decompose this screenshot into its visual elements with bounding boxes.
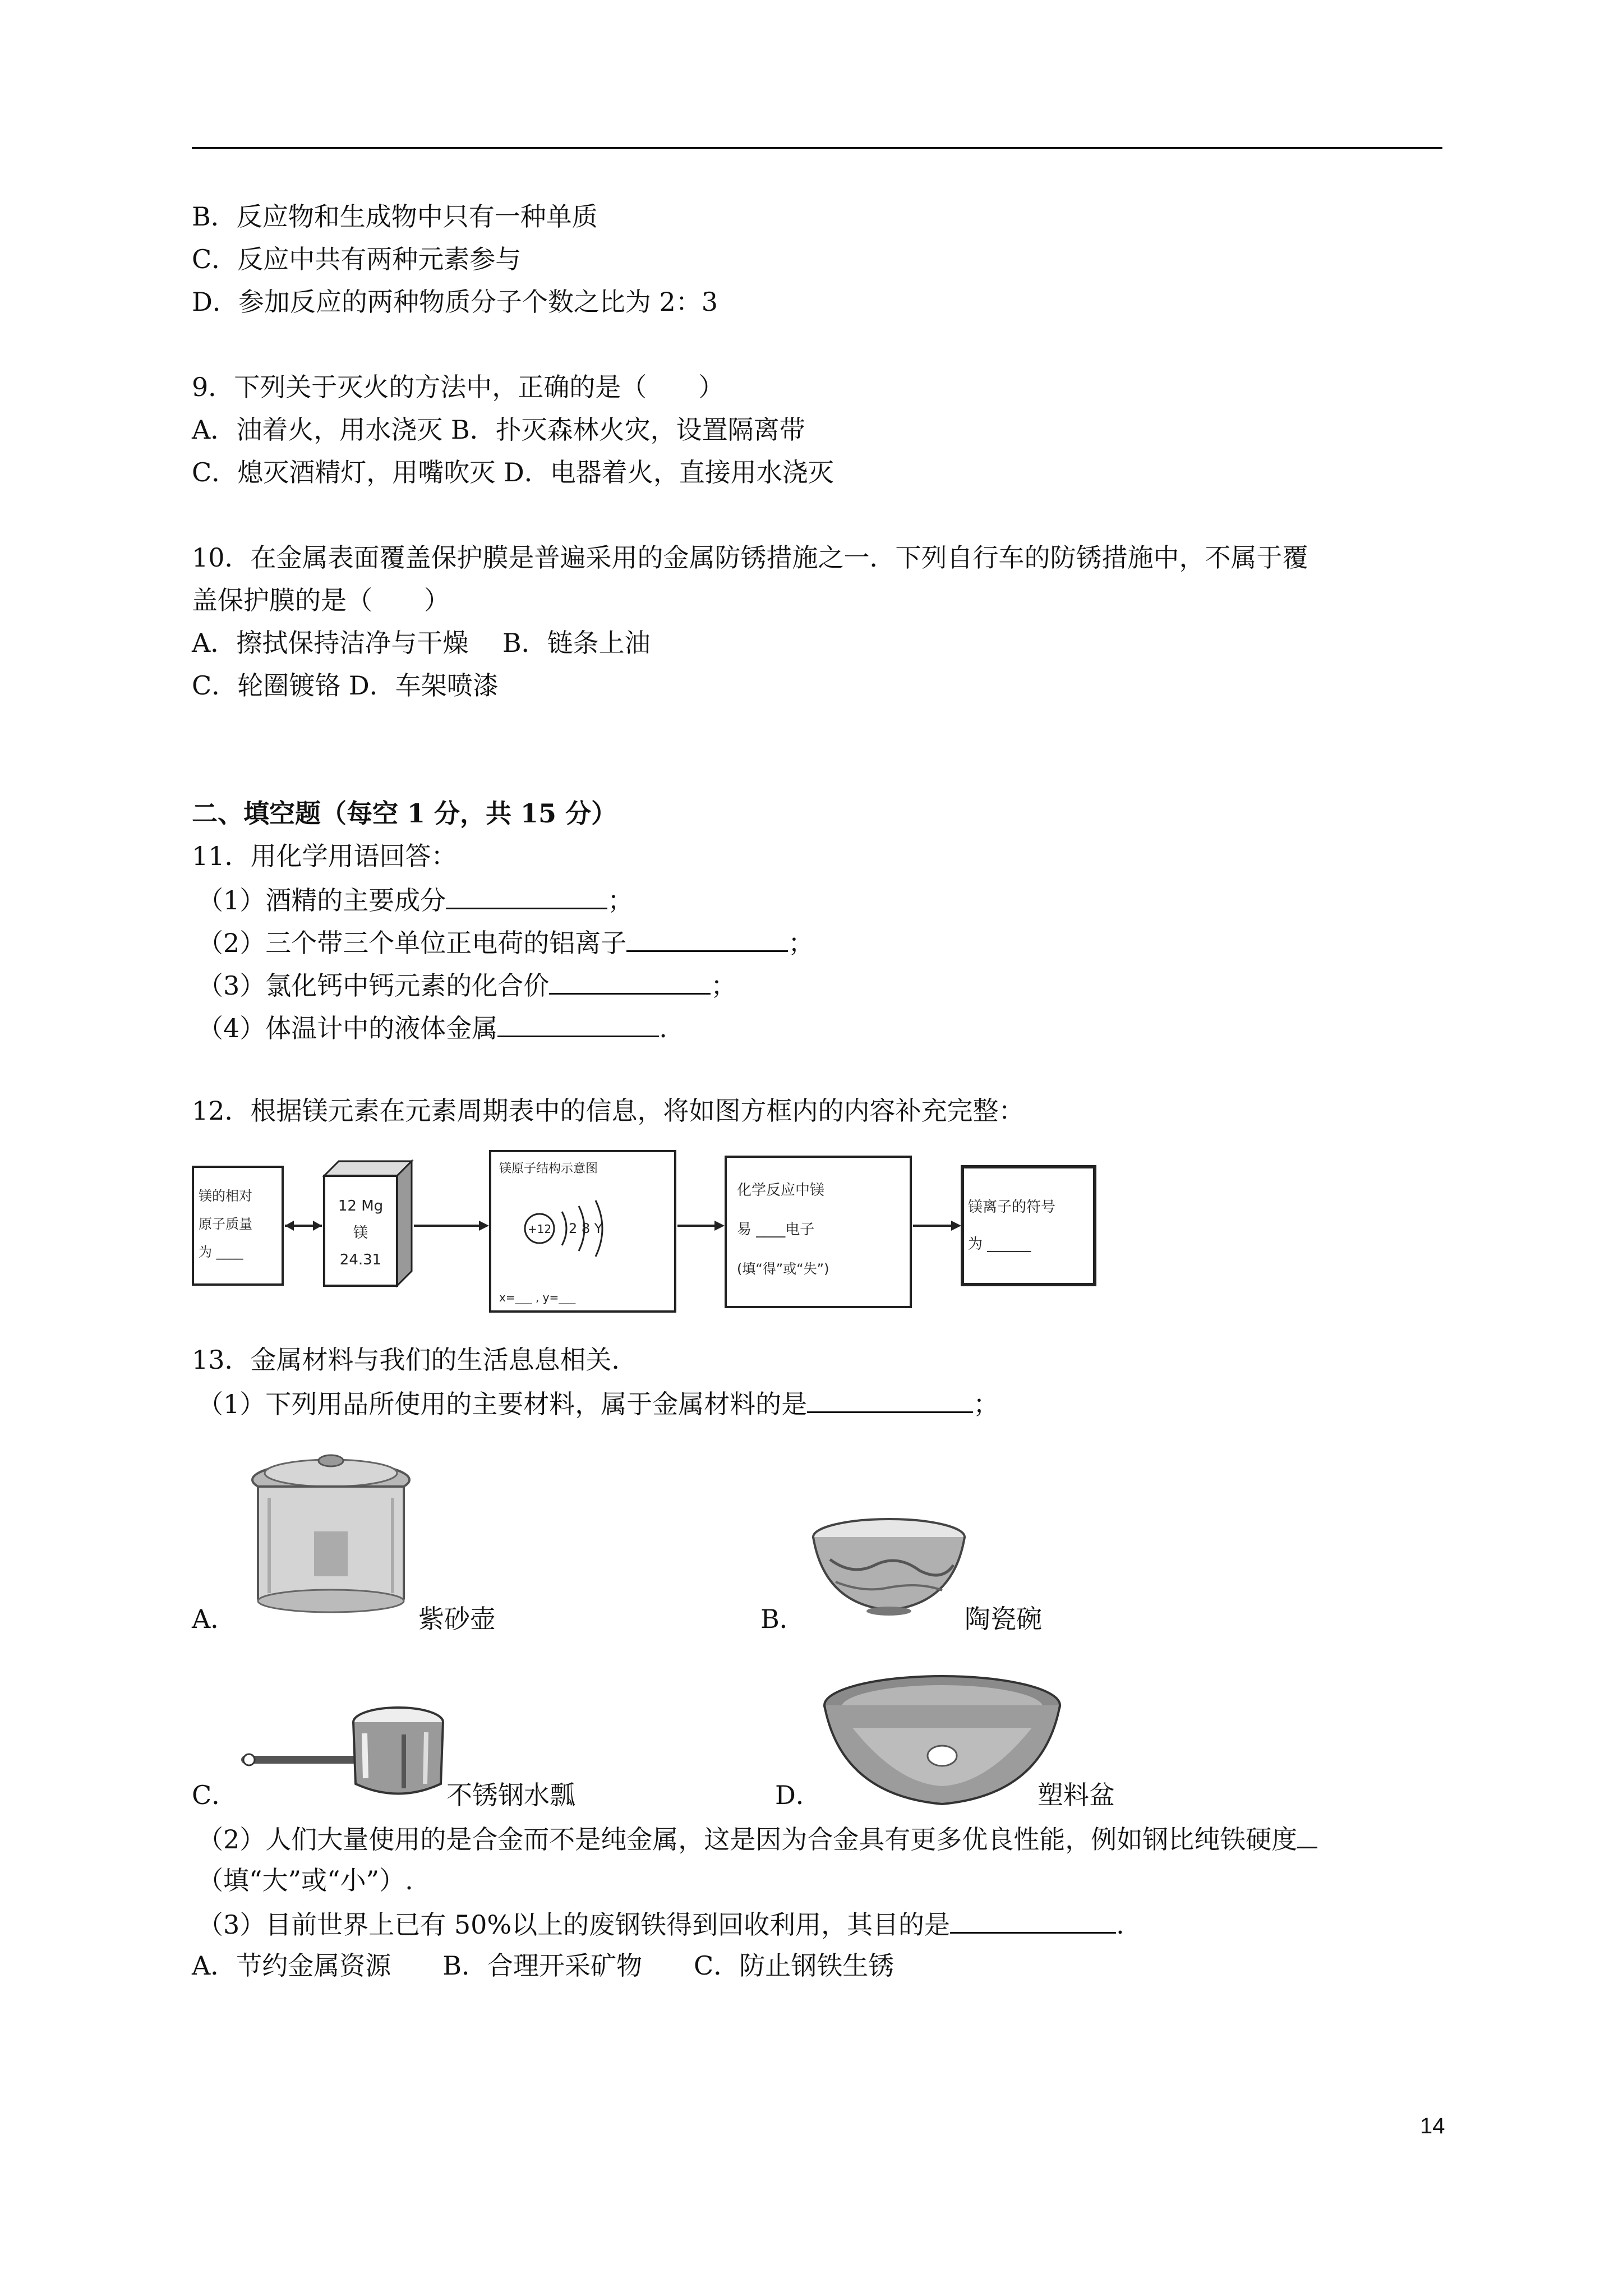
- answer-blank[interactable]: [807, 1386, 973, 1413]
- q11-sub3: [197, 967, 736, 1002]
- q9-stem: 9．下列关于灭火的方法中，正确的是（ ）: [192, 372, 725, 402]
- q11-sub2: [197, 924, 814, 960]
- box4-line2: 易 ____电子: [737, 1221, 815, 1238]
- box4-line1: 化学反应中镁: [737, 1182, 825, 1199]
- clay-pot-image: [236, 1447, 426, 1627]
- answer-blank[interactable]: [549, 967, 711, 995]
- box-ion-symbol: [962, 1167, 1095, 1285]
- q13-sub1: [197, 1386, 999, 1421]
- q13-stem: 13．金属材料与我们的生活息息相关．: [192, 1345, 638, 1375]
- steel-ladle-image: [236, 1694, 449, 1806]
- q12-stem: 12．根据镁元素在元素周期表中的信息，将如图方框内的内容补充完整：: [192, 1096, 1025, 1126]
- cell-mass: 24.31: [339, 1251, 382, 1268]
- period: .: [1116, 1910, 1124, 1940]
- q10-options-ab: A．擦拭保持洁净与干燥 B．链条上油: [192, 628, 651, 658]
- cell-name: 镁: [353, 1225, 368, 1241]
- semicolon: ；: [788, 928, 814, 958]
- q13-sub3-text: （3）目前世界上已有 50%以上的废钢铁得到回收利用，其目的是: [197, 1910, 951, 1940]
- q10-stem-line1: 10．在金属表面覆盖保护膜是普遍采用的金属防锈措施之一．下列自行车的防锈措施中，不属于覆: [192, 542, 1308, 573]
- ceramic-bowl-image: [808, 1515, 970, 1621]
- q13-sub3: [197, 1906, 1124, 1941]
- option-b-letter: B．: [760, 1604, 805, 1634]
- box4-line3: (填“得”或“失”): [737, 1261, 829, 1277]
- section-title: 二、填空题（每空 1 分，共 15 分）: [192, 798, 617, 829]
- q11-stem: 11．用化学用语回答：: [192, 841, 457, 871]
- option-c-label: 不锈钢水瓢: [446, 1780, 575, 1810]
- box1-line3: 为 ____: [199, 1244, 243, 1260]
- q13-sub3-options: A．节约金属资源 B．合理开采矿物 C．防止钢铁生锈: [192, 1950, 895, 1981]
- q11-sub4: [197, 1010, 667, 1045]
- box3-bottom: x=___ , y=___: [499, 1291, 576, 1304]
- q11-sub1: [197, 882, 633, 917]
- q13-sub2-line2: （填“大”或“小”）.: [197, 1865, 413, 1895]
- header-rule: [192, 147, 1442, 149]
- box5-line1: 镁离子的符号: [968, 1199, 1056, 1216]
- option-d-letter: D．: [775, 1780, 822, 1810]
- q8-option-d: D．参加反应的两种物质分子个数之比为 2：3: [192, 287, 718, 317]
- q13-sub2-line1: [197, 1821, 1317, 1856]
- q9-options-ab: A．油着火，用水浇灭 B．扑灭森林火灾，设置隔离带: [192, 415, 805, 445]
- q13-sub2-text: （2）人们大量使用的是合金而不是纯金属，这是因为合金具有更多优良性能，例如钢比纯铁硬度: [197, 1824, 1298, 1855]
- option-b-label: 陶瓷碗: [965, 1604, 1042, 1634]
- q9-options-cd: C．熄灭酒精灯，用嘴吹灭 D．电器着火，直接用水浇灭: [192, 457, 834, 487]
- q11-sub3-text: （3）氯化钙中钙元素的化合价: [197, 970, 550, 1001]
- q11-sub4-text: （4）体温计中的液体金属: [197, 1013, 498, 1043]
- option-d-label: 塑料盆: [1038, 1780, 1115, 1810]
- nucleus-charge: +12: [527, 1222, 552, 1236]
- box1-line1: 镁的相对: [199, 1188, 252, 1204]
- answer-blank[interactable]: [497, 1010, 659, 1037]
- box5-line2: 为 ______: [968, 1236, 1031, 1253]
- q8-option-c: C．反应中共有两种元素参与: [192, 244, 522, 274]
- answer-blank[interactable]: [446, 882, 607, 909]
- option-a-letter: A．: [192, 1604, 237, 1634]
- q8-option-b: B．反应物和生成物中只有一种单质: [192, 201, 598, 232]
- box1-line2: 原子质量: [199, 1216, 252, 1232]
- plastic-basin-image: [819, 1672, 1066, 1812]
- page-number: 14: [1420, 2114, 1445, 2138]
- semicolon: ；: [711, 970, 737, 1001]
- option-c-letter: C．: [192, 1780, 238, 1810]
- cell-number-symbol: 12 Mg: [338, 1198, 384, 1214]
- answer-blank[interactable]: [626, 924, 788, 952]
- electron-shells: 2 8 Y: [569, 1221, 603, 1236]
- q13-sub1-text: （1）下列用品所使用的主要材料，属于金属材料的是: [197, 1389, 808, 1419]
- semicolon: ；: [607, 885, 634, 915]
- q10-options-cd: C．轮圈镀铬 D．车架喷漆: [192, 670, 499, 701]
- q11-sub1-text: （1）酒精的主要成分: [197, 885, 446, 915]
- option-a-label: 紫砂壶: [418, 1604, 496, 1634]
- answer-blank[interactable]: [1297, 1821, 1317, 1848]
- box3-title: 镁原子结构示意图: [499, 1162, 598, 1176]
- q11-sub2-text: （2）三个带三个单位正电荷的铝离子: [197, 928, 627, 958]
- semicolon: ；: [973, 1389, 999, 1419]
- period: .: [659, 1013, 667, 1043]
- q10-stem-line2: 盖保护膜的是（ ）: [192, 585, 450, 615]
- magnesium-info-diagram: [192, 1150, 1117, 1313]
- answer-blank[interactable]: [950, 1906, 1116, 1934]
